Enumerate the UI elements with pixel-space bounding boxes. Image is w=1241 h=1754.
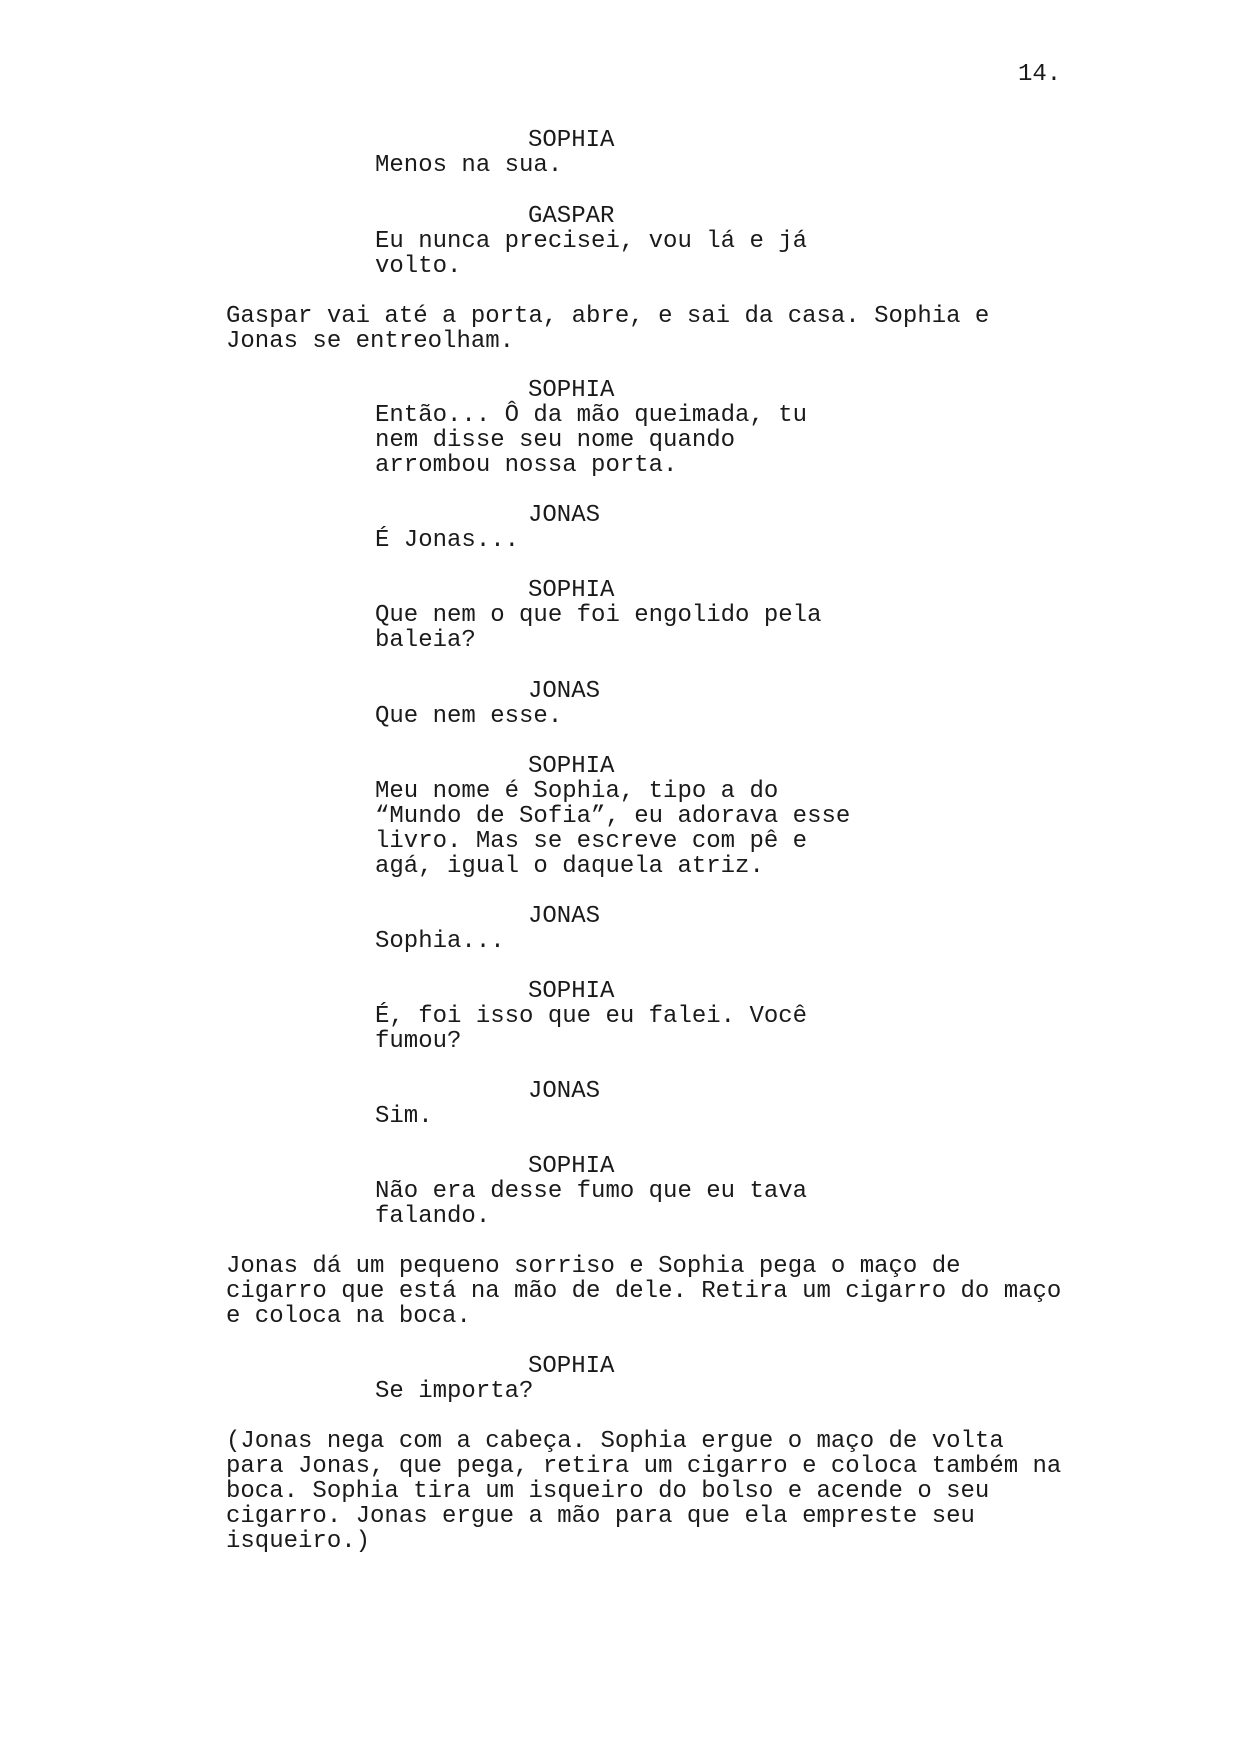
character-name: SOPHIA — [528, 978, 615, 1005]
dialogue-text: Não era desse fumo que eu tava falando. — [375, 1178, 808, 1230]
page-number: 14. — [1018, 61, 1062, 88]
action-text: Gaspar vai até a porta, abre, e sai da casa. Sophia e Jonas se entreolham. — [226, 303, 990, 355]
character-name: SOPHIA — [528, 1353, 615, 1380]
character-name: JONAS — [528, 502, 601, 529]
dialogue-text: Sim. — [375, 1103, 433, 1130]
character-name: SOPHIA — [528, 377, 615, 404]
character-name: SOPHIA — [528, 753, 615, 780]
character-name: GASPAR — [528, 203, 615, 230]
dialogue-text: Eu nunca precisei, vou lá e já volto. — [375, 228, 808, 280]
character-name: JONAS — [528, 1078, 601, 1105]
dialogue-text: Então... Ô da mão queimada, tu nem disse seu nome quando arrombou nossa porta. — [375, 402, 808, 479]
dialogue-text: Que nem o que foi engolido pela baleia? — [375, 602, 822, 654]
character-name: SOPHIA — [528, 127, 615, 154]
dialogue-text: Sophia... — [375, 928, 505, 955]
dialogue-text: Que nem esse. — [375, 703, 563, 730]
action-text: (Jonas nega com a cabeça. Sophia ergue o maço de volta para Jonas, que pega, retira um cigarro e coloca também na boca. Sophia tira um isqueiro do bolso e acende o seu cigarro. Jonas ergue a mão para que ela empreste seu isqueiro.) — [226, 1428, 1062, 1555]
character-name: JONAS — [528, 678, 601, 705]
action-text: Jonas dá um pequeno sorriso e Sophia pega o maço de cigarro que está na mão de dele. Retira um cigarro do maço e coloca na boca. — [226, 1253, 1062, 1330]
dialogue-text: Se importa? — [375, 1378, 534, 1405]
character-name: JONAS — [528, 903, 601, 930]
dialogue-text: Meu nome é Sophia, tipo a do “Mundo de Sofia”, eu adorava esse livro. Mas se escreve com pê e agá, igual o daquela atriz. — [375, 778, 851, 880]
dialogue-text: É, foi isso que eu falei. Você fumou? — [375, 1003, 808, 1055]
character-name: SOPHIA — [528, 577, 615, 604]
character-name: SOPHIA — [528, 1153, 615, 1180]
dialogue-text: Menos na sua. — [375, 152, 563, 179]
dialogue-text: É Jonas... — [375, 527, 520, 554]
